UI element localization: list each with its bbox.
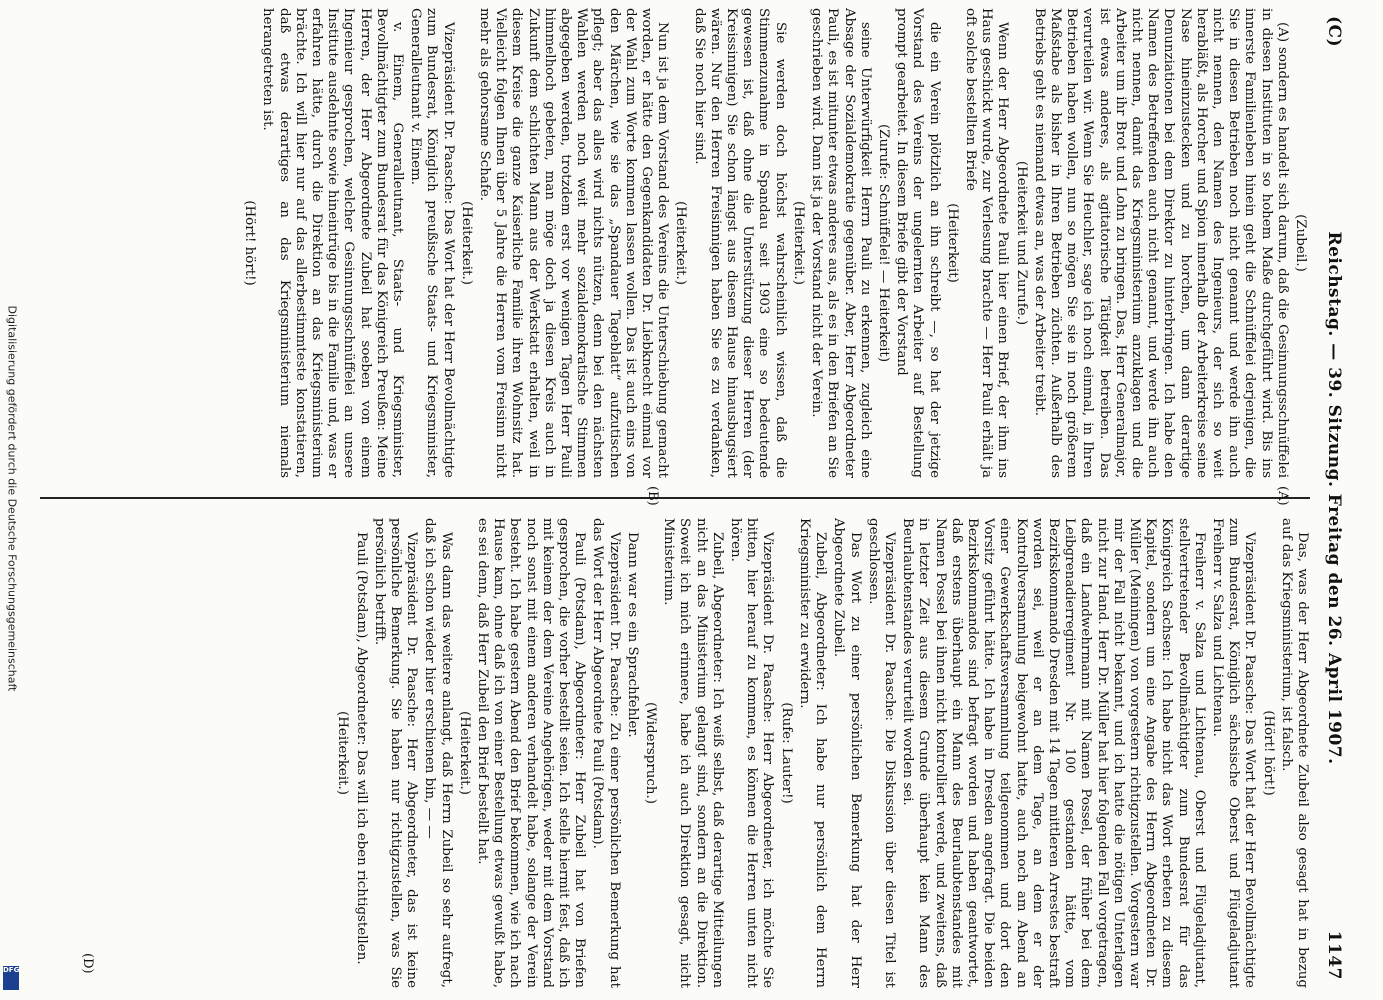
interjection: (Heiterkeit.) bbox=[673, 201, 689, 285]
paragraph: Pauli (Potsdam), Abgeordneter: Herr Zubeil hat von Briefen gesprochen, die vorher bestellt seien. Ich stelle hiermit fest, daß ich mit keinem der dem Vereine Angehörigen, weder mit dem Vorstand noch sonst mit einem anderen verhandelt habe, solange der Verein besteht. Ich habe gestern Abend den Brief bekommen, wie ich nach Hause kam, ohne daß ich von einer Bestellung etwas gewußt habe, es sei denn, daß Herr Zubeil den Brief bestellt hat. bbox=[475, 518, 588, 988]
folio-left: (C) bbox=[1324, 16, 1344, 48]
paragraph: die ein Verein plötzlich an ihn schreibt —, so hat der jetzige Vorstand des Vereins der ungelernten Arbeiter auf Bestellung prompt gearbeitet. In diesem Briefe gibt der Vorstand bbox=[894, 8, 942, 478]
paragraph: Das Wort zu einer persönlichen Bemerkung hat der Herr Abgeordnete Zubeil. bbox=[831, 518, 863, 988]
left-column bbox=[40, 8, 1310, 478]
interjection: (Rufe: Lauter!) bbox=[778, 702, 794, 804]
column-divider bbox=[40, 497, 1310, 499]
interjection: (Hört! hört!) bbox=[242, 200, 258, 286]
margin-mark: (A) bbox=[1275, 486, 1290, 506]
digitization-credit bbox=[2, 22, 24, 982]
paragraph: Zubeil, Abgeordneter: Ich weiß selbst, daß derartige Mitteilungen nicht an das Ministerium gelangt sind, sondern an die Direktion. Soweit ich mich erinnere, habe ich auch Direktion gesagt, nicht Ministerium. bbox=[661, 518, 725, 988]
running-header bbox=[1316, 8, 1350, 988]
paragraph: Sie werden doch höchst wahrscheinlich wissen, daß die Stimmenzunahme in Spandau seit 1903 eine so bedeutende gewesen ist, daß ohne die Unterstützung dieser Herren (der Kreissinnigen) Sie schon längst aus diesem Hause hinausbugsiert wären. Nur den Herren Freisinnigen haben Sie es zu verdanken, daß Sie noch hier sind. bbox=[691, 8, 788, 478]
interjection: (Heiterkeit.) bbox=[335, 711, 351, 795]
paragraph: Was dann das weitere anlangt, daß Herrn Zubeil so sehr aufregt, daß ich schon wieder hier erschienen bin, — — bbox=[422, 518, 454, 988]
logo-text: DFG bbox=[3, 966, 20, 974]
interjection: (Heiterkeit) bbox=[944, 203, 960, 283]
paragraph: Pauli (Potsdam), Abgeordneter: Das will ich eben richtigstellen. bbox=[353, 532, 369, 965]
page-number: 1147 bbox=[1324, 930, 1344, 980]
paragraph: Das, was der Herr Abgeordnete Zubeil also gesagt hat in bezug auf das Kriegsministerium, ist falsch. bbox=[1278, 518, 1310, 988]
paragraph: seine Unterwürfigkeit Herrn Pauli zu erkennen, zugleich eine Absage der Sozialdemokratie gegenüber. Aber, Herr Abgeordneter Pauli, es ist mitunter etwas anderes aus, als es in den Briefen an Sie geschrieben wird. Dann ist ja der Vorstand nicht der Verein. bbox=[809, 8, 873, 478]
paragraph: Vizepräsident Dr. Paasche: Das Wort hat der Herr Bevollmächtigte zum Bundesrat, Königlich sächsische Oberst und Flügeladjutant Freiherr v. Salza und Lichtenau. bbox=[1209, 518, 1258, 988]
paragraph: Vizepräsident Dr. Paasche: Herr Abgeordneter, ich möchte Sie bitten, hier herauf zu kommen, es können die Herren unten nicht hören. bbox=[728, 518, 776, 988]
paragraph: Vizepräsident Dr. Paasche: Das Wort hat der Herr Bevollmächtigte zum Bundesrat, Königlich preußische Staats- und Kriegsminister, Generalleutnant v. Einem. bbox=[408, 8, 456, 478]
paragraph: Nun ist ja dem Vorstand des Vereins die Unterschiebung gemacht worden, er hätte den Gegenkandidaten Dr. Liebknecht einmal vor der Wahl zum Worte kommen lassen wollen. Das ist auch eins von den Märchen, wie sie das „Spandauer Tageblatt“ aufzutischen pflegt; aber das alles wird nichts nützen, denn bei den nächsten Wahlen werden noch weit mehr sozialdemokratische Stimmen abgegeben werden, trotzdem erst vor wenigen Tagen Herr Pauli himmelhoch gebeten, man möge doch ja diesen Kreis auch in Zukunft dem schlichten Mann aus der Werkstatt erhalten, weil in diesem Kreise die ganze Kaiserliche Familie ihren Wohnsitz hat. Vielleicht folgen Ihnen über 5 Jahre die Herren vom Freisinn nicht mehr als gehorsame Schafe. bbox=[477, 8, 671, 478]
credit-text: Digitalisierung gefördert durch die Deutsche Forschungsgemeinschaft bbox=[5, 305, 19, 692]
paragraph: Zubeil, Abgeordneter: Ich habe nur persönlich dem Herrn Kriegsminister zu erwidern. bbox=[796, 518, 829, 988]
paragraph: Vizepräsident Dr. Paasche: Die Diskussion über diesen Titel ist geschlossen. bbox=[865, 518, 897, 988]
interjection: (Zurufe: Schnüffelei! — Heiterkeit) bbox=[875, 123, 891, 363]
header-title: Reichstag. — 39. Sitzung. Freitag den 26. April 1907. bbox=[1324, 231, 1344, 765]
interjection: (Zubeil.) bbox=[1293, 214, 1308, 272]
interjection: (Hört! hört!) bbox=[1260, 710, 1276, 796]
paragraph: (A) sondern es handelt sich darum, daß die Gesinnungsschnüffelei in diesen Instituten in so hohem Maße durchgeführt wird. Bis ins innerste Familienleben hinein geht die Schnüffelei derjenigen, die Sie in diesen Betrieben noch nicht genannt und werde ihn auch nicht nennen, den Namen des Ingenieurs, der sich so weit herabläßt, als Horcher und Spion innerhalb der Arbeiterkreise seine Nase hineinzustecken und zu horchen, um dann derartige Denunziationen bei dem Direktor zu hinterbringen. Ich habe den Namen des Betreffenden auch nicht genannt, und werde ihn auch nicht nennen, damit das Kriegsministerium anzuklagen und die Arbeiter um ihr Brot und Lohn zu bringen. Das, Herr Generalmajor, ist etwas anderes, als agitatorische Tätigkeit betreiben. Das verurteilen wir. Wenn Sie Heuchler, sage ich noch einmal, in Ihren Betrieben haben wollen, nun so mögen Sie sie in noch größerem Maßstabe als bisher in Ihren Betrieben züchten. Außerhalb des Betriebs geht es niemand etwas an, was der Arbeiter treibt. bbox=[1031, 8, 1290, 478]
paragraph: v. Einem, Generalleutnant, Staats- und Kriegsminister, Bevollmächtigter zum Bundesrat für das Königreich Preußen: Meine Herren, der Herr Abgeordnete Zubeil hat soeben von einem Ingenieur gesprochen, welcher Gesinnungsschnüffelei an unsere Institute ausdehnte sowie hineintrüge bis in die Familie und, was er erfahren hätte, durch die Direktion an das Kriegsministerium brächte. Ich will hier nur auf das allerbestimmteste konstatieren, daß etwas derartiges an das Kriegsministerium niemals herangetreten ist. bbox=[260, 8, 406, 478]
interjection: (Heiterkeit.) bbox=[790, 201, 806, 285]
interjection: (Heiterkeit.) bbox=[456, 711, 472, 795]
dfg-logo bbox=[3, 966, 19, 990]
interjection: (Widerspruch.) bbox=[643, 701, 659, 804]
newspaper-sheet bbox=[20, 8, 1350, 988]
paragraph: Dann war es ein Sprachfehler. bbox=[624, 532, 640, 738]
margin-mark: (B) bbox=[645, 486, 660, 506]
margin-mark: (D) bbox=[80, 953, 95, 974]
paragraph: Vizepräsident Dr. Paasche: Herr Abgeordneter, das ist keine persönliche Bemerkung. Sie haben nur richtigzustellen, was Sie persönlich betrifft. bbox=[371, 518, 420, 988]
paragraph: Freiherr v. Salza und Lichtenau, Oberst und Flügeladjutant, stellvertretender Bevollmächtigter zum Bundesrat für das Königreich Sachsen: Ich habe nicht das Wort erbeten zu diesem Kapitel, sondern um eine Angabe des Herrn Abgeordneten Dr. Müller (Meiningen) von vorgestern richtigzustellen. Vorgestern war mir der Fall nicht bekannt, und ich hatte die nötigen Unterlagen nicht zur Hand. Herr Dr. Müller hat hier folgenden Fall vorgetragen, daß ein Landwehrmann mit Namen Possel, der früher bei dem Leibgrenadierregiment Nr. 100 gestanden hätte, vom Bezirkskommando Dresden mit 14 Tagen mittleren Arrestes bestraft worden sei, weil er an dem Tage, an dem er der Kontrollversammlung beigewohnt hatte, auch noch am Abend an einer Gewerkschaftsversammlung teilgenommen und dort den Vorsitz geführt hätte. Ich habe in Dresden angefragt. Die beiden Bezirkskommandos sind befragt worden und haben geantwortet, daß erstens überhaupt ein Mann des Beurlaubtenstandes mit Namen Possel bei ihnen nicht kontrolliert werde, und zweitens, daß in letzter Zeit aus diesem Grunde überhaupt kein Mann des Beurlaubtenstandes verurteilt worden sei. bbox=[900, 518, 1207, 988]
right-column bbox=[40, 518, 1310, 988]
interjection: (Heiterkeit und Zurufe.) bbox=[1013, 160, 1029, 326]
paragraph: Vizepräsident Dr. Paasche: Zu einer persönlichen Bemerkung hat das Wort der Herr Abgeordnete Pauli (Potsdam). bbox=[590, 518, 622, 988]
interjection: (Heiterkeit.) bbox=[458, 201, 474, 285]
text-columns bbox=[30, 8, 1310, 988]
paragraph: Wenn der Herr Abgeordnete Pauli hier einen Brief, der ihm ins Haus geschickt wurde, zur Verlesung brachte — Herr Pauli erhält ja oft solche bestellten Briefe bbox=[962, 8, 1011, 478]
